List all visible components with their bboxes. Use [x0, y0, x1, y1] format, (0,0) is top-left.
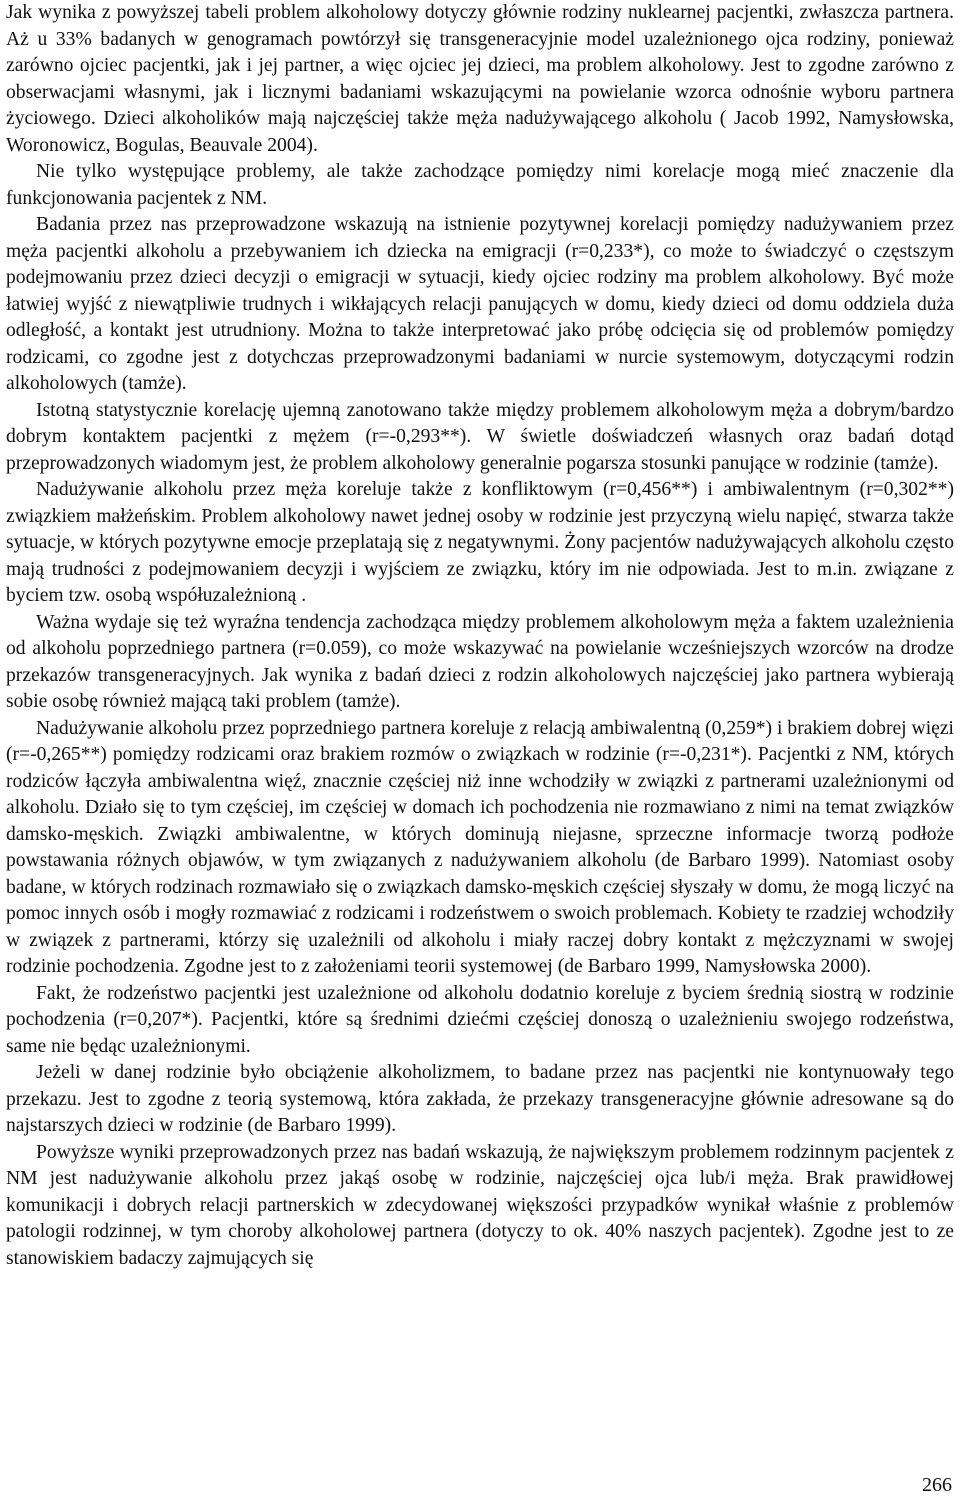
- paragraph-10: Powyższe wyniki przeprowadzonych przez nas badań wskazują, że największym problemem rodzinnym pacjentek z NM jest nadużywanie alkoholu przez jakąś osobę w rodzinie, najczęściej ojca lub/i męża. Brak prawidłowej komunikacji i dobrych relacji partnerskich w zdecydowanej większości przypadków wynikał właśnie z problemów patologii rodzinnej, w tym choroby alkoholowej partnera (dotyczy to ok. 40% naszych pacjentek). Zgodne jest to ze stanowiskiem badaczy zajmujących się: [6, 1141, 954, 1269]
- paragraph-7: Nadużywanie alkoholu przez poprzedniego partnera koreluje z relacją ambiwalentną (0,259*) i brakiem dobrej więzi (r=-0,265**) pomiędzy rodzicami oraz brakiem rozmów o związkach w rodzinie (r=-0,231*). Pacjentki z NM, których rodziców łączyła ambiwalentna więź, znacznie częściej niż inne wchodziły w związki z partnerami uzależnionymi od alkoholu. Działo się to tym częściej, im częściej w domach ich pochodzenia nie rozmawiano z nimi na temat związków damsko-męskich. Związki ambiwalentne, w których dominują niejasne, sprzeczne informacje tworzą podłoże powstawania różnych objawów, w tym związanych z nadużywaniem alkoholu (de Barbaro 1999). Natomiast osoby badane, w których rodzinach rozmawiało się o związkach damsko-męskich częściej słyszały w domu, że mogą liczyć na pomoc innych osób i mogły rozmawiać z rodzicami i rodzeństwem o swoich problemach. Kobiety te rzadziej wchodziły w związek z partnerami, którzy się uzależnili od alkoholu i miały raczej dobry kontakt z mężczyznami w swojej rodzinie pochodzenia. Zgodne jest to z założeniami teorii systemowej (de Barbaro 1999, Namysłowska 2000).: [6, 717, 954, 977]
- paragraph-3: Badania przez nas przeprowadzone wskazują na istnienie pozytywnej korelacji pomiędzy nadużywaniem przez męża pacjentki alkoholu a przebywaniem ich dziecka na emigracji (r=0,233*), co może to świadczyć o częstszym podejmowaniu przez dzieci decyzji o emigracji w sytuacji, kiedy ojciec rodziny ma problem alkoholowy. Być może łatwiej wyjść z niewątpliwie trudnych i wikłających relacji panujących w domu, kiedy dzieci od domu oddziela duża odległość, a kontakt jest utrudniony. Można to także interpretować jako próbę odcięcia się od problemów pomiędzy rodzicami, co zgodne jest z dotychczas przeprowadzonymi badaniami w nurcie systemowym, dotyczącymi rodzin alkoholowych (tamże).: [6, 214, 954, 394]
- page-number: 266: [922, 1474, 952, 1496]
- paragraph-2: Nie tylko występujące problemy, ale także zachodzące pomiędzy nimi korelacje mogą mieć znaczenie dla funkcjonowania pacjentek z NM.: [6, 161, 954, 209]
- paragraph-1: Jak wynika z powyższej tabeli problem alkoholowy dotyczy głównie rodziny nuklearnej pacjentki, zwłaszcza partnera. Aż u 33% badanych w genogramach powtórzył się transgeneracyjnie model uzależnionego ojca rodziny, ponieważ zarówno ojciec pacjentki, jak i jej partner, a więc ojciec jej dzieci, ma problem alkoholowy. Jest to zgodne zarówno z obserwacjami własnymi, jak i licznymi badaniami wskazującymi na powielanie wzorca odnośnie wyboru partnera życiowego. Dzieci alkoholików mają najczęściej także męża nadużywającego alkoholu ( Jacob 1992, Namysłowska, Woronowicz, Bogulas, Beauvale 2004).: [6, 2, 954, 156]
- document-body: [6, 0, 954, 1272]
- paragraph-6: Ważna wydaje się też wyraźna tendencja zachodząca między problemem alkoholowym męża a faktem uzależnienia od alkoholu poprzedniego partnera (r=0.059), co może wskazywać na powielanie wcześniejszych wzorców na drodze przekazów transgeneracyjnych. Jak wynika z badań dzieci z rodzin alkoholowych najczęściej jako partnera wybierają sobie osobę również mającą taki problem (tamże).: [6, 611, 954, 712]
- paragraph-8: Fakt, że rodzeństwo pacjentki jest uzależnione od alkoholu dodatnio koreluje z byciem średnią siostrą w rodzinie pochodzenia (r=0,207*). Pacjentki, które są średnimi dziećmi częściej donoszą o uzależnieniu swojego rodzeństwa, same nie będąc uzależnionymi.: [6, 982, 954, 1057]
- paragraph-9: Jeżeli w danej rodzinie było obciążenie alkoholizmem, to badane przez nas pacjentki nie kontynuowały tego przekazu. Jest to zgodne z teorią systemową, która zakłada, że przekazy transgeneracyjne głównie adresowane są do najstarszych dzieci w rodzinie (de Barbaro 1999).: [6, 1062, 954, 1136]
- paragraph-4: Istotną statystycznie korelację ujemną zanotowano także między problemem alkoholowym męża a dobrym/bardzo dobrym kontaktem pacjentki z mężem (r=-0,293**). W świetle doświadczeń własnych oraz badań dotąd przeprowadzonych wiadomym jest, że problem alkoholowy generalnie pogarsza stosunki panujące w rodzinie (tamże).: [6, 399, 954, 474]
- paragraph-5: Nadużywanie alkoholu przez męża koreluje także z konfliktowym (r=0,456**) i ambiwalentnym (r=0,302**) związkiem małżeńskim. Problem alkoholowy nawet jednej osoby w rodzinie jest przyczyną wielu napięć, stwarza także sytuacje, w których pozytywne emocje przeplatają się z negatywnymi. Żony pacjentów nadużywających alkoholu często mają trudności z podejmowaniem decyzji i wyjściem ze związku, który im nie odpowiada. Jest to m.in. związane z byciem tzw. osobą współuzależnioną .: [6, 479, 954, 606]
